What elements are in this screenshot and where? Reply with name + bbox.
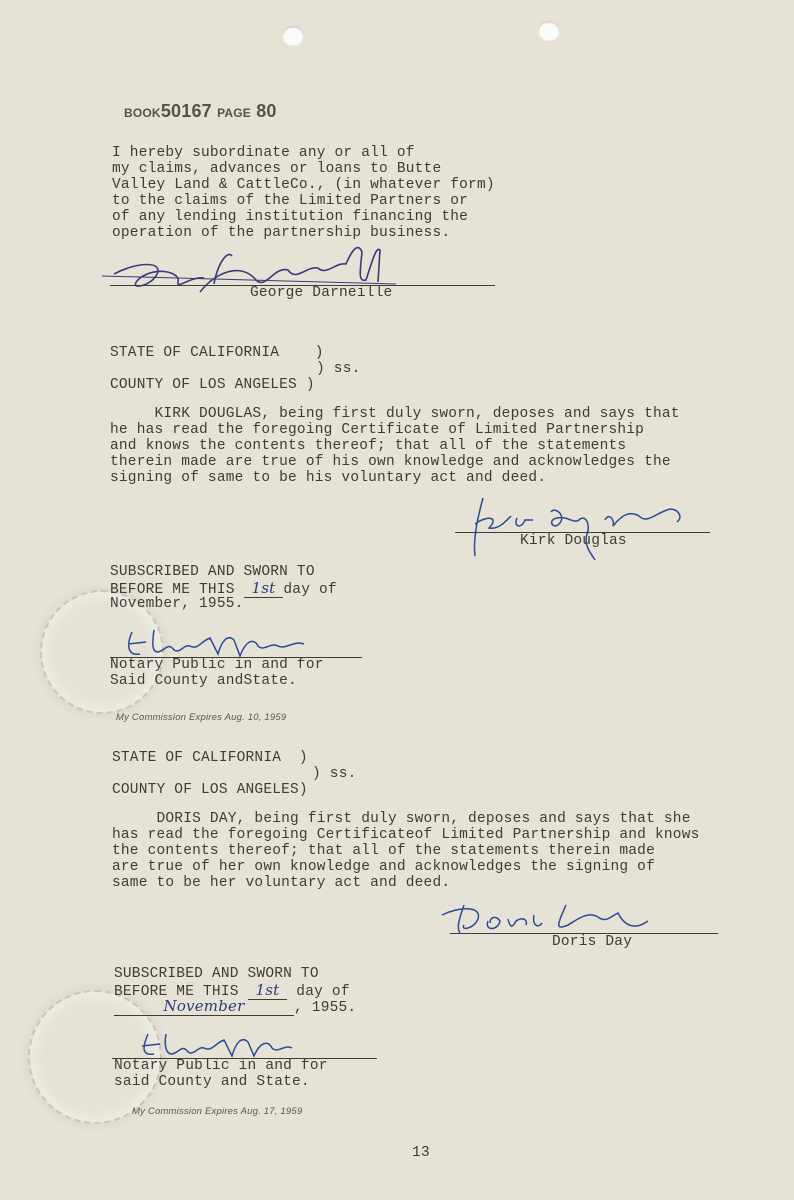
jurat-text: day of bbox=[287, 984, 350, 1000]
venue-ss: ) ss. bbox=[316, 361, 361, 377]
signer-name: Doris Day bbox=[552, 934, 633, 950]
venue-state: STATE OF CALIFORNIA ) bbox=[112, 750, 308, 766]
page-label: PAGE bbox=[217, 106, 251, 120]
handwritten-month: November bbox=[114, 999, 294, 1016]
text-line: I hereby subordinate any or all of bbox=[112, 145, 415, 161]
kirk-douglas-signature bbox=[455, 490, 705, 565]
venue-county: COUNTY OF LOS ANGELES) bbox=[112, 782, 308, 798]
jurat-text: BEFORE ME THIS bbox=[110, 582, 244, 598]
jurat-text: , 1955. bbox=[294, 1000, 357, 1016]
text-line: DORIS DAY, being first duly sworn, deposes and says that she bbox=[112, 811, 691, 827]
text-line: Valley Land & CattleCo., (in whatever form) bbox=[112, 177, 495, 193]
jurat-text: BEFORE ME THIS bbox=[114, 984, 248, 1000]
book-label: BOOK bbox=[124, 106, 161, 120]
jurat-line: SUBSCRIBED AND SWORN TO bbox=[110, 564, 315, 580]
jurat-text: day of bbox=[283, 582, 337, 598]
notary-caption: said County and State. bbox=[114, 1074, 310, 1090]
text-line: and knows the contents thereof; that all of the statements bbox=[110, 438, 627, 454]
text-line: of any lending institution financing the bbox=[112, 209, 469, 225]
notary-caption: Notary Public in and for bbox=[110, 657, 324, 673]
text-line: the contents thereof; that all of the statements therein made bbox=[112, 843, 655, 859]
text-line: are true of her own knowledge and acknowledges the signing of bbox=[112, 859, 655, 875]
venue-state: STATE OF CALIFORNIA ) bbox=[110, 345, 324, 361]
handwritten-day: 1st bbox=[248, 981, 288, 1000]
text-line: same to be her voluntary act and deed. bbox=[112, 875, 451, 891]
text-line: he has read the foregoing Certificate of Limited Partnership bbox=[110, 422, 645, 438]
book-number: 50167 bbox=[160, 101, 212, 121]
signer-name: Kirk Douglas bbox=[520, 533, 627, 549]
jurat-line bbox=[114, 999, 356, 1017]
jurat-line: SUBSCRIBED AND SWORN TO bbox=[114, 966, 319, 982]
page-number-stamp: 80 bbox=[256, 101, 277, 121]
commission-expiry: My Commission Expires Aug. 10, 1959 bbox=[116, 712, 287, 723]
text-line: has read the foregoing Certificateof Limited Partnership and knows bbox=[112, 827, 700, 843]
signer-name: George Darneille bbox=[250, 285, 393, 301]
page-number: 13 bbox=[412, 1145, 430, 1161]
venue-county: COUNTY OF LOS ANGELES ) bbox=[110, 377, 315, 393]
text-line: therein made are true of his own knowledge and acknowledges the bbox=[110, 454, 671, 470]
text-line: to the claims of the Limited Partners or bbox=[112, 193, 469, 209]
text-line: KIRK DOUGLAS, being first duly sworn, deposes and says that bbox=[110, 406, 680, 422]
text-line: signing of same to be his voluntary act and deed. bbox=[110, 470, 547, 486]
venue-ss: ) ss. bbox=[312, 766, 357, 782]
punch-hole bbox=[282, 26, 304, 46]
notary-caption: Said County andState. bbox=[110, 673, 297, 689]
text-line: operation of the partnership business. bbox=[112, 225, 451, 241]
handwritten-day: 1st bbox=[244, 579, 284, 598]
punch-hole bbox=[538, 21, 560, 41]
recording-stamp bbox=[124, 101, 277, 122]
commission-expiry: My Commission Expires Aug. 17, 1959 bbox=[132, 1106, 303, 1117]
text-line: my claims, advances or loans to Butte bbox=[112, 161, 442, 177]
notary-caption: Notary Public in and for bbox=[114, 1058, 328, 1074]
jurat-line: November, 1955. bbox=[110, 596, 244, 612]
